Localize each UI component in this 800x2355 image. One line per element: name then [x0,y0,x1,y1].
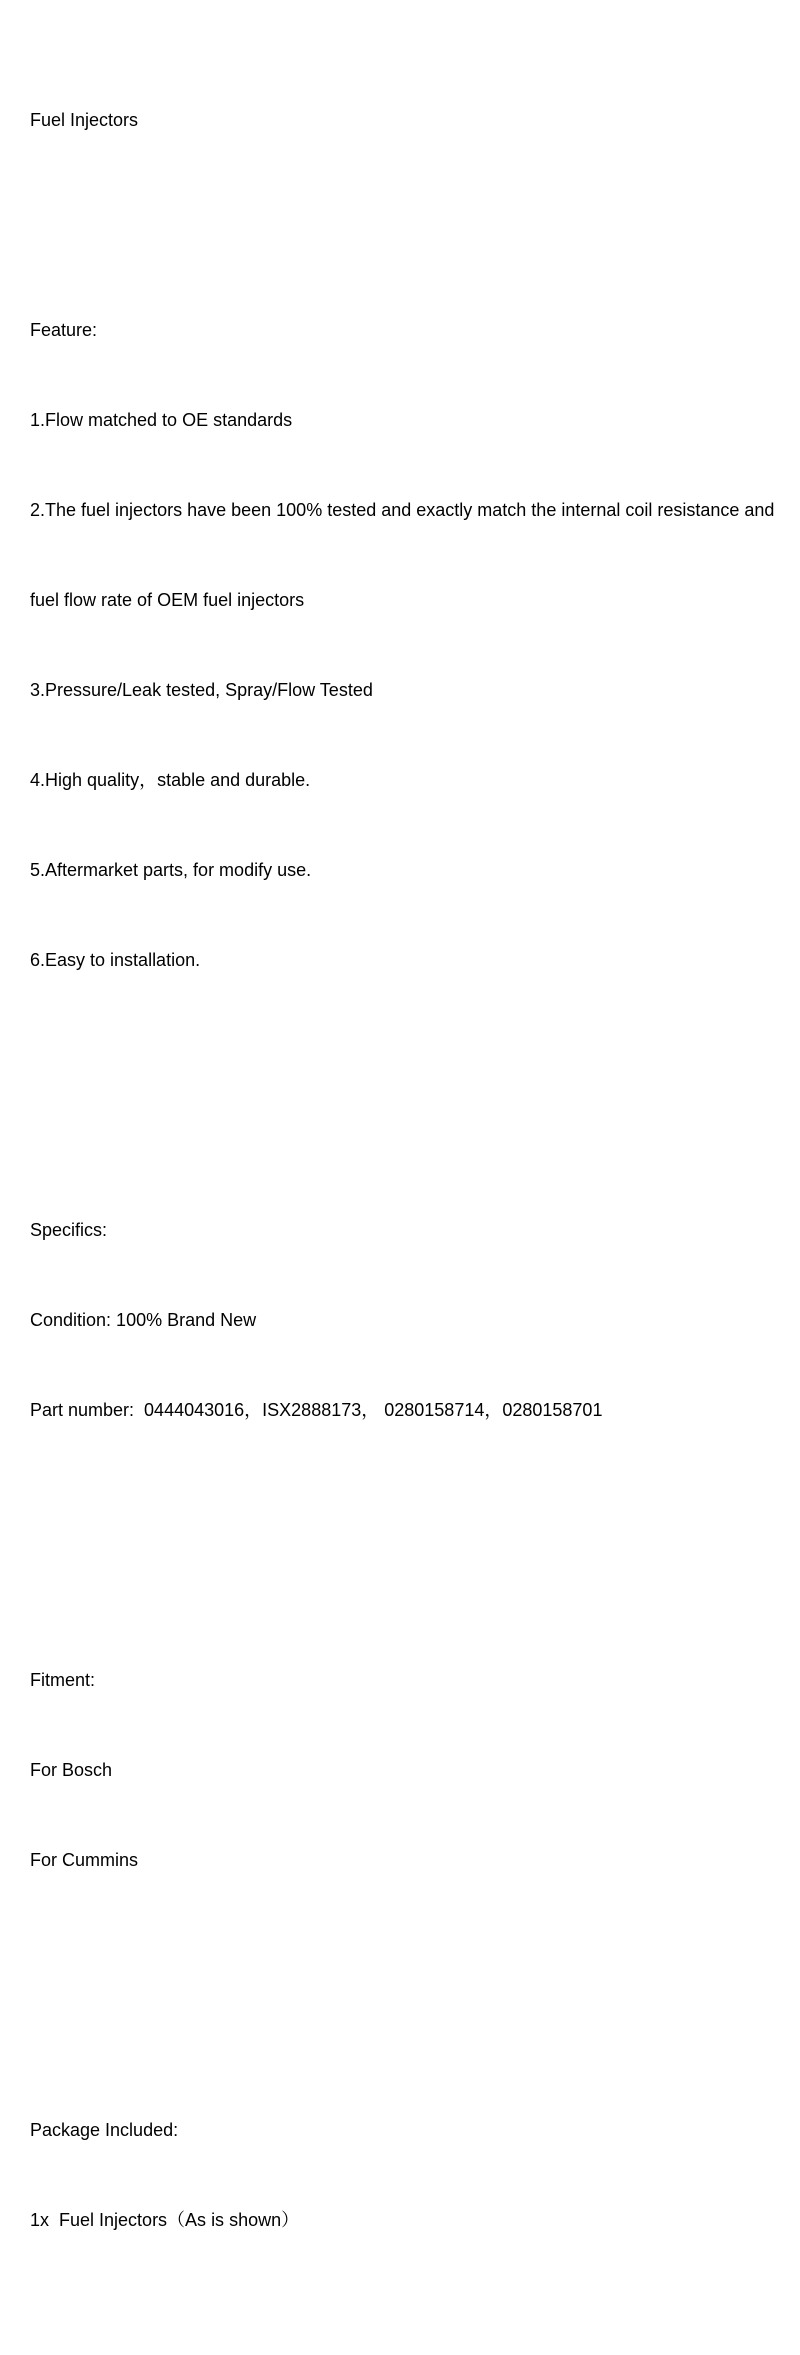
section-heading-fitment: Fitment: [30,1670,96,1690]
feature-line-5: 5.Aftermarket parts, for modify use. [30,860,312,880]
feature-line-4: 4.High quality，stable and durable. [30,770,311,790]
package-contents: 1x Fuel Injectors（As is shown） [30,2210,300,2230]
fitment-line-cummins: For Cummins [30,1850,139,1870]
section-package [30,2055,790,2295]
section-specifics [30,1155,790,1485]
section-fitment [30,1605,790,1935]
feature-line-6: 6.Easy to installation. [30,950,201,970]
feature-line-1: 1.Flow matched to OE standards [30,410,293,430]
section-heading-feature: Feature: [30,320,98,340]
product-title: Fuel Injectors [30,110,139,130]
section-heading-package: Package Included: [30,2120,179,2140]
feature-line-2-continued: fuel flow rate of OEM fuel injectors [30,590,305,610]
specifics-condition: Condition: 100% Brand New [30,1310,257,1330]
section-heading-specifics: Specifics: [30,1220,108,1240]
feature-line-3: 3.Pressure/Leak tested, Spray/Flow Tested [30,680,373,700]
feature-line-2: 2.The fuel injectors have been 100% tested and exactly match the internal coil resistance and [30,500,775,520]
fitment-line-bosch: For Bosch [30,1760,113,1780]
section-feature [30,255,790,1035]
specifics-part-numbers: Part number: 0444043016，ISX2888173， 0280158714，0280158701 [30,1400,603,1420]
